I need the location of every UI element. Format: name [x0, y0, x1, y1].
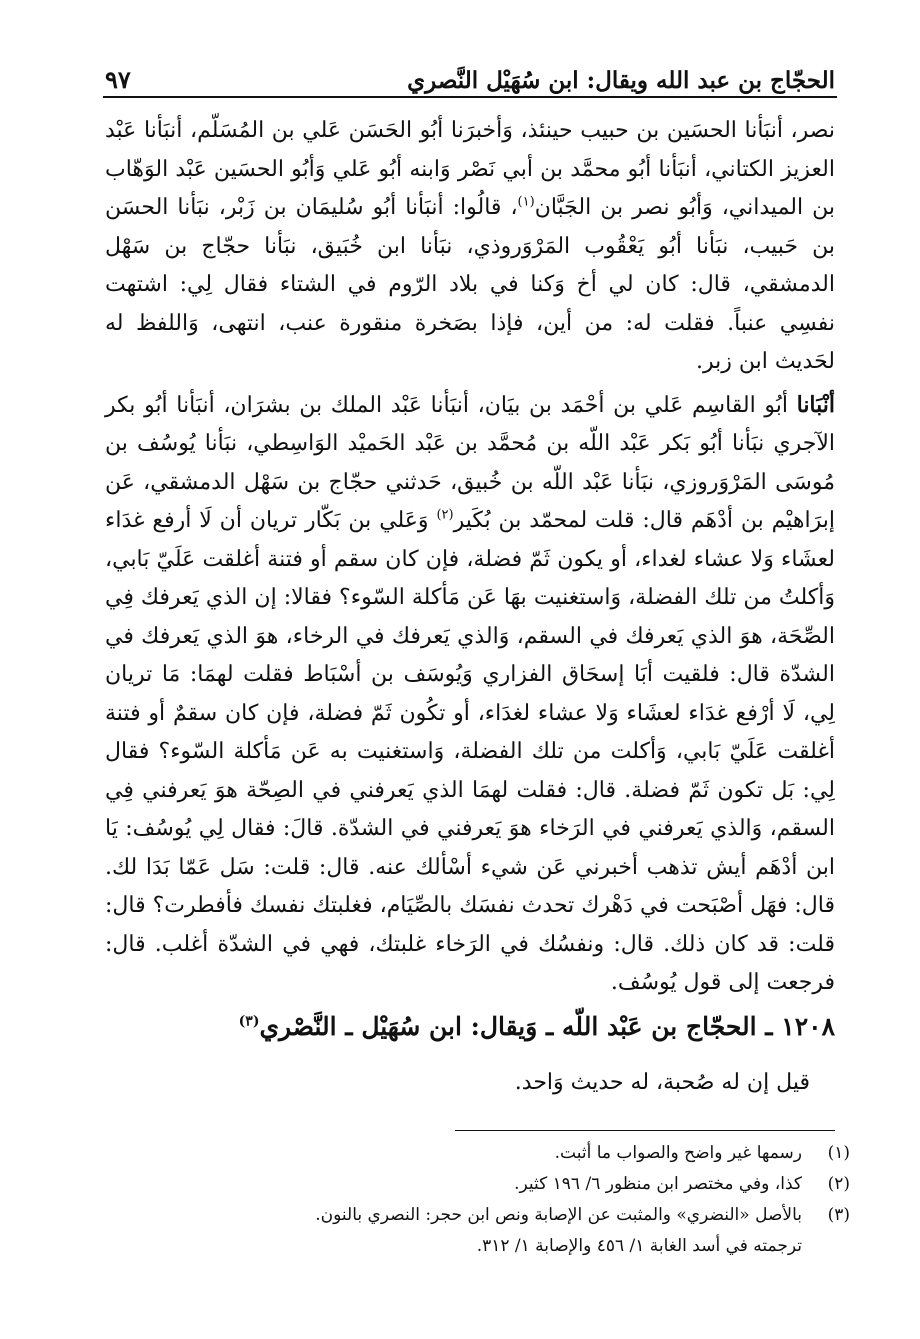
text-line: نبَأنا الحسَن بن حَبيب، نبَأنا أبُو يَعْقُوب المَرْوَروذي، نبَأنا ابن خُبَيق، نبَأنا حجّاج بن — [105, 195, 835, 259]
text-line: لعشَاء وَلا عشاء لغداء، أو يكون ثَمّ فضلة، فإن كان سقم أو فتنة أغلقت عَلَيّ بَابي، — [105, 546, 835, 572]
footnote-ref: (١) — [517, 194, 535, 210]
footnote-1 — [105, 1138, 850, 1169]
footnote-number: (٣) — [827, 1205, 850, 1225]
entry-heading — [105, 1005, 835, 1049]
text-line: الشدّة قال: فلقيت أبَا إسحَاق الفزاري وَيُوسَف بن أسْبَاط فقلت لهمَا: مَا تريان لِي، لَا — [105, 662, 835, 726]
text-line: عَبْد العزيز الكتاني، أنبَأنا أبُو محمَّد بن أبي نَصْر وَابنه أبُو عَلي وَأبُو الحسَين — [105, 118, 835, 182]
paragraph-lead-word: أنْبَانا — [796, 391, 836, 418]
footnote-text: كذا، وفي مختصر ابن منظور ٦/ ١٩٦ كثير. — [514, 1174, 802, 1194]
page-number: ٩٧ — [105, 65, 131, 94]
main-text — [105, 112, 835, 1101]
page-header — [105, 50, 835, 94]
running-title: الحجّاج بن عبد الله ويقال: ابن سُهَيْل النَّصري — [407, 67, 835, 94]
footnote-number: (٢) — [827, 1174, 850, 1194]
text-line: إبرَاهيْم بن أدْهَم قال: قلت لمحمّد بن بُكَير — [453, 508, 835, 533]
footnote-divider — [455, 1130, 835, 1131]
entry-heading-text: ١٢٠٨ ـ الحجّاج بن عَبْد اللّه ـ وَيقال: ابن سُهَيْل ـ النَّصْري — [259, 1011, 835, 1041]
text-line: تحدث نفسَك بالصِّيَام، فغلبتك نفسك فأفطرت؟ قال: قلت: قد كان ذلك. قال: — [105, 893, 835, 957]
paragraph-1 — [105, 112, 835, 382]
footnote-continuation: ترجمته في أسد الغابة ١/ ٤٥٦ والإصابة ١/ ٣١٢. — [476, 1236, 802, 1256]
text-line: نصر، أنبَأنا الحسَين بن حبيب حينئذ، وَأخبرَنا أبُو الحَسَن عَلي بن المُسَلّم، أنبَأنا — [143, 118, 835, 143]
footnote-3 — [105, 1200, 850, 1231]
paragraph-2 — [105, 386, 835, 1003]
text-line: في الرَخاء هوَ يَعرفني في الشدّة. قالَ: فقال لِي يُوسُف: يَا ابن أدْهَم أيش تذهب أخبرني — [105, 816, 835, 880]
text-line: بكر الآجري نبَأنا أبُو بَكر عَبْد اللّه بن مُحمَّد بن عَبْد الحَميْد الوَاسِطي، نبَأنا يُوسُف بن — [105, 392, 835, 456]
text-line: وَأكلتُ من تلك الفضلة، وَاستغنيت بهَا عَن مَأكلة السّوء؟ فقالا: إن الذي يَعرفك فِي — [105, 585, 835, 610]
footnote-ref: (٢) — [436, 507, 454, 523]
text-line: وَعَلي بن بَكّار تريان أن لَا أرفع غدَاء — [105, 508, 437, 533]
text-line: ، قالُوا: أنبَأنا أبُو سُليمَان بن زَبْر، — [218, 195, 518, 220]
text-line: ونفسُك في الرَخاء غلبتك، فهي في الشدّة أغلب. قال: فرجعت إلى قول يُوسُف. — [105, 931, 835, 995]
text-line: الصِّحَة، هوَ الذي يَعرفك في السقم، وَالذي يَعرفك في الرخاء، هوَ الذي يَعرفك في — [105, 623, 835, 649]
header-divider — [103, 96, 837, 98]
text-line: بَابي، وَأكلت من تلك الفضلة، وَاستغنيت به عَن مَأكلة السّوء؟ فقال لِي: بَل تكون ثَمّ — [105, 739, 835, 803]
footnote-number: (١) — [827, 1143, 850, 1163]
footnote-2 — [105, 1169, 850, 1200]
footnote-text: بالأصل «النضري» والمثبت عن الإصابة ونص ابن حجر: النصري بالنون. — [315, 1205, 802, 1225]
text-line: عَن شيء أسْألك عنه. قال: قلت: سَل عَمّا بَدَا لك. قال: فهَل أصْبَحت في دَهْرك — [105, 854, 836, 918]
text-line: أرْفع غدَاء لعشَاء وَلا عشاء لغدَاء، أو تكُون ثَمّ فضلة، فإن كان سقمٌ أو فتنة أغلقت عَلَيّ — [105, 700, 835, 764]
text-line: عَبْد الوَهّاب بن الميداني، وَأبُو نصر بن الجَبَّان — [105, 156, 835, 220]
entry-text: قيل إن له صُحبة، له حديث وَاحد. — [514, 1069, 810, 1095]
text-line: فضلة. قال: فقلت لهمَا الذي يَعرفني في الصِحّة هوَ يَعرفني فِي السقم، وَالذي يَعرفني — [105, 777, 835, 841]
text-line: سَهْل الدمشقي، قال: كان لي أخ وَكنا في بلاد الرّوم في الشتاء فقال لِي: اشتهت نفسِي — [105, 233, 836, 336]
footnotes — [105, 1138, 850, 1262]
footnote-ref: (٣) — [238, 1013, 260, 1030]
footnote-text: رسمها غير واضح والصواب ما أثبت. — [554, 1143, 802, 1163]
text-line: عنباً. فقلت له: من أين، فإذا بصَخرة منقورة عنب، انتهى، وَاللفظ له لحَديث ابن زبر. — [105, 310, 835, 374]
text-line: أبُو القاسِم عَلي بن أحْمَد بن بيَان، أنبَأنا عَبْد الملك بن بشرَان، أنبَأنا أبُو — [144, 392, 797, 418]
text-line: مُوسَى المَرْوَروزي، نبَأنا عَبْد اللّه بن خُبيق، حَدثني حجّاج بن سَهْل الدمشقي، عَن — [105, 469, 835, 495]
